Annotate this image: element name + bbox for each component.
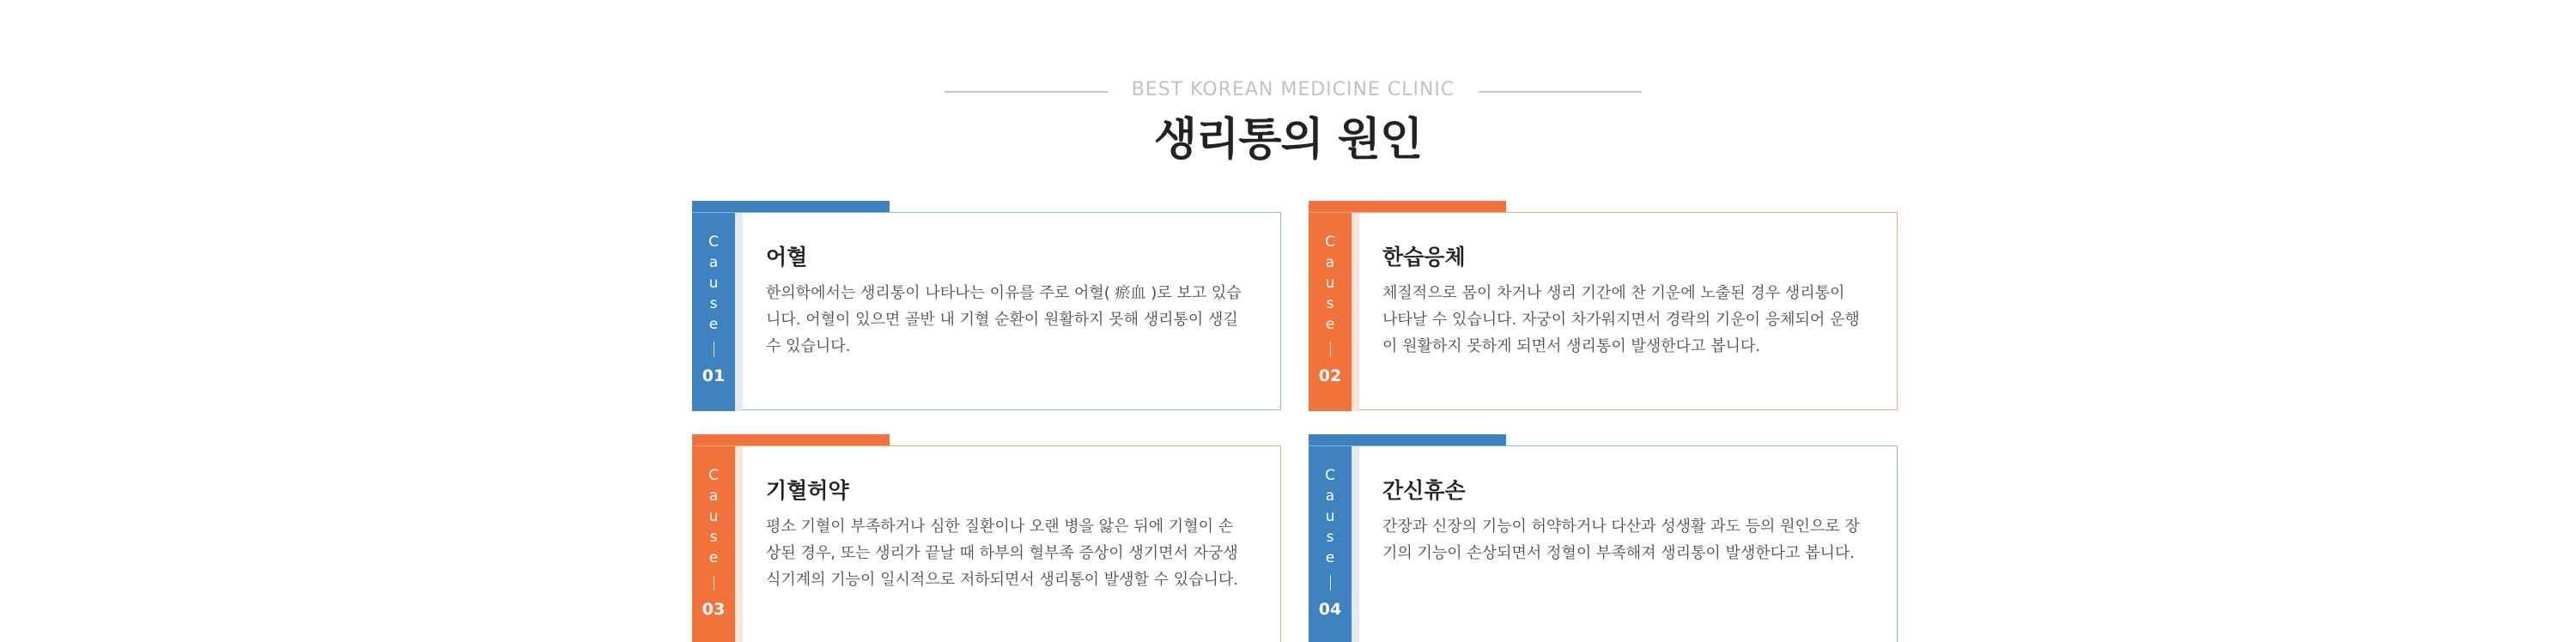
cause-letter: a <box>1325 488 1335 505</box>
cause-card-03 <box>692 434 1281 642</box>
cause-letter: C <box>708 467 719 484</box>
cause-letter: s <box>709 295 718 312</box>
cause-letter: e <box>708 316 719 333</box>
card-title: 기혈허약 <box>766 478 849 503</box>
section-header <box>0 0 2576 172</box>
subtitle-divider-left <box>945 91 1108 93</box>
cause-number: 01 <box>702 366 726 385</box>
subtitle-divider-right <box>1479 91 1642 93</box>
cause-letter: e <box>1325 549 1335 566</box>
card-box <box>1309 212 1898 410</box>
cause-card-01 <box>692 201 1281 410</box>
card-side-shade <box>735 446 743 642</box>
cause-letter: a <box>708 488 719 505</box>
cause-label <box>692 465 735 620</box>
cause-letter: C <box>708 233 719 251</box>
card-text: 간장과 신장의 기능이 허약하거나 다산과 성생활 과도 등의 원인으로 장기의 기능이 손상되면서 정혈이 부족해져 생리통이 발생한다고 봅니다. <box>1382 518 1860 562</box>
cause-letter: u <box>708 508 719 525</box>
cause-letter: s <box>1326 529 1334 546</box>
cause-number: 03 <box>702 600 726 619</box>
card-side-label <box>692 213 735 411</box>
card-text: 평소 기혈이 부족하거나 심한 질환이나 오랜 병을 앓은 뒤에 기혈이 손상된 경우, 또는 생리가 끝날 때 하부의 혈부족 증상이 생기면서 자궁생식기계의 기능이 일시적으로 저하되면서 생리통이 발생할 수 있습니다. <box>766 518 1239 589</box>
card-box <box>692 445 1281 642</box>
card-side-shade <box>1352 446 1359 642</box>
cause-letter: u <box>1325 508 1335 525</box>
cause-label <box>1309 232 1352 386</box>
cause-letter: C <box>1325 233 1335 251</box>
cause-letter: e <box>708 549 719 566</box>
cause-letter: e <box>1325 316 1335 333</box>
card-title: 한습응체 <box>1382 245 1466 270</box>
card-side-label <box>1309 446 1352 642</box>
cause-letter: a <box>708 254 719 271</box>
cause-number: 02 <box>1318 366 1342 385</box>
cause-number: 04 <box>1318 600 1342 619</box>
cause-letter: s <box>1326 295 1334 312</box>
section-title: 생리통의 원인 <box>1153 114 1423 166</box>
card-box <box>692 212 1281 410</box>
card-side-label <box>1309 213 1352 411</box>
cause-divider <box>1330 342 1331 357</box>
subtitle-row <box>945 79 1642 105</box>
cause-divider <box>1330 575 1331 591</box>
card-side-shade <box>735 213 743 411</box>
card-side-shade <box>1352 213 1359 411</box>
cause-card-04 <box>1309 434 1898 642</box>
cause-label <box>692 232 735 386</box>
cause-letter: u <box>708 275 719 292</box>
card-text: 한의학에서는 생리통이 나타나는 이유를 주로 어혈( 瘀血 )로 보고 있습니다. 어혈이 있으면 골반 내 기혈 순환이 원활하지 못해 생리통이 생길 수 있습니다. <box>766 284 1242 355</box>
card-title: 간신휴손 <box>1382 478 1466 503</box>
section-subtitle: BEST KOREAN MEDICINE CLINIC <box>1131 79 1455 100</box>
cause-letter: u <box>1325 275 1335 292</box>
card-side-label <box>692 446 735 642</box>
card-box <box>1309 445 1898 642</box>
cause-label <box>1309 465 1352 620</box>
cause-card-02 <box>1309 201 1898 410</box>
cause-letter: s <box>709 529 718 546</box>
cause-letter: C <box>1325 467 1335 484</box>
card-title: 어혈 <box>766 245 808 270</box>
cause-letter: a <box>1325 254 1335 271</box>
card-text: 체질적으로 몸이 차거나 생리 기간에 찬 기운에 노출된 경우 생리통이 나타날 수 있습니다. 자궁이 차가워지면서 경락의 기운이 응체되어 운행이 원활하지 못하게 되면서 생리통이 발생한다고 봅니다. <box>1382 284 1860 355</box>
